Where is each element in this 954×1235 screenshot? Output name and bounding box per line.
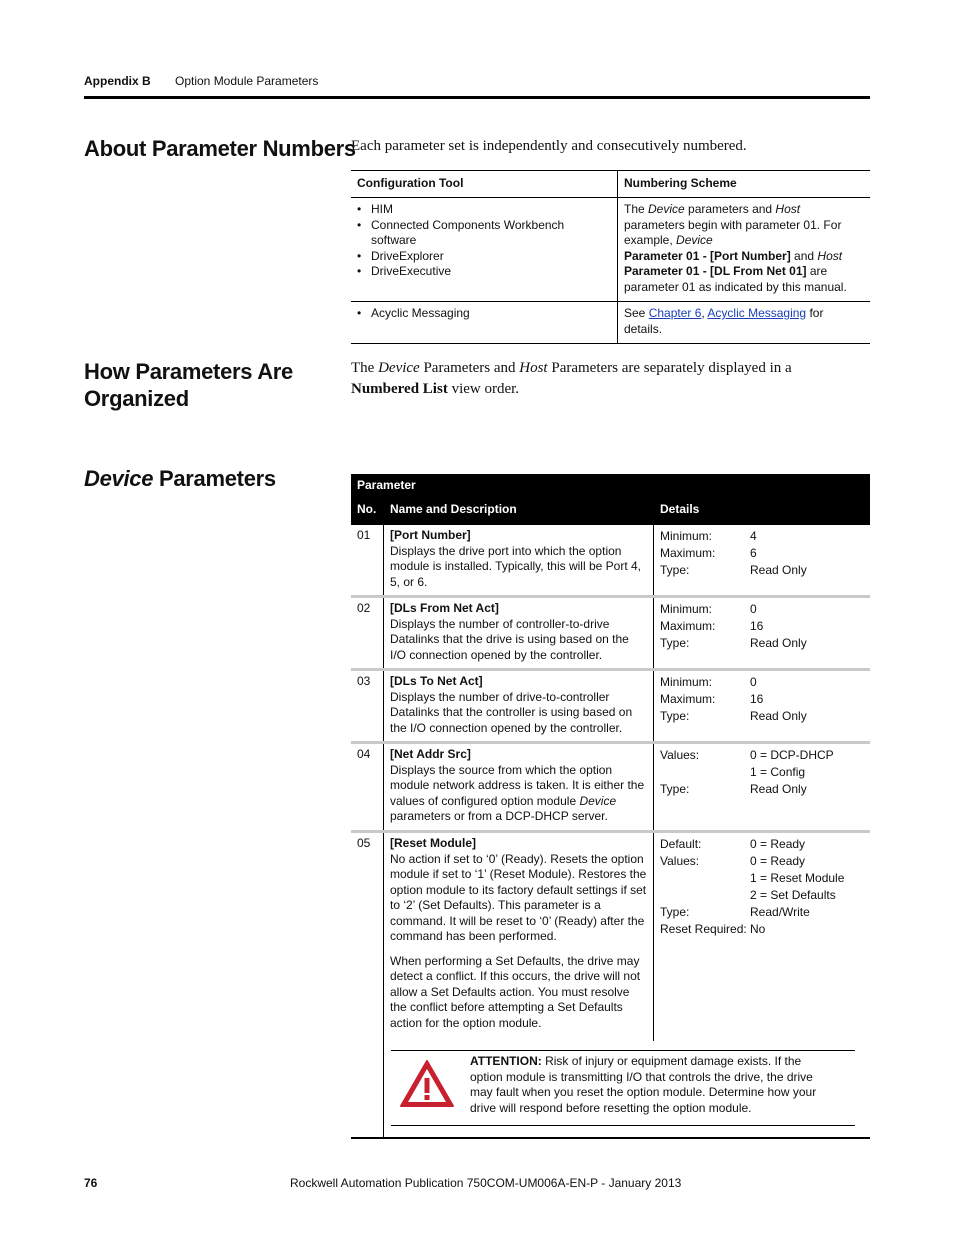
warning-triangle-icon bbox=[399, 1058, 455, 1108]
col-config-tool: Configuration Tool bbox=[351, 171, 618, 198]
acyclic-messaging-link[interactable]: Acyclic Messaging bbox=[707, 306, 807, 320]
col-numbering-scheme: Numbering Scheme bbox=[618, 171, 871, 198]
page-number: 76 bbox=[84, 1176, 98, 1190]
numbering-table bbox=[351, 170, 870, 344]
parameter-table-header: Parameter No. Name and Description Details bbox=[351, 474, 870, 525]
chapter-6-link[interactable]: Chapter 6 bbox=[648, 306, 702, 320]
table-row bbox=[351, 198, 870, 302]
attention-text: ATTENTION: Risk of injury or equipment damage exists. If the option module is transmitting I/O that controls the drive, the drive may fault when you reset the option module. Determine how your drive will respond before resetting the option module. bbox=[470, 1054, 817, 1115]
table-row: 02 [DLs From Net Act] Displays the number of controller-to-drive Datalinks that the drive is using based on the I/O connection opened by the controller. Minimum: 0 Maximum: 16 Type: Read Only bbox=[351, 598, 870, 671]
table-row: 01 [Port Number] Displays the drive port into which the option module is installed. Typically, this will be Port 4, 5, or 6. Minimum: 4 Maximum: 6 Type: Read Only bbox=[351, 525, 870, 598]
header-title: Option Module Parameters bbox=[175, 74, 319, 88]
about-intro: Each parameter set is independently and consecutively numbered. bbox=[351, 138, 747, 154]
list-item: • DriveExplorer bbox=[357, 249, 611, 265]
device-parameters-heading: Device Parameters bbox=[84, 466, 276, 491]
table-row: • Acyclic Messaging See Chapter 6, Acyclic Messaging for details. bbox=[351, 302, 870, 344]
organized-heading: How Parameters Are Organized bbox=[84, 359, 293, 411]
list-item: • Acyclic Messaging bbox=[357, 306, 611, 322]
table-row: 03 [DLs To Net Act] Displays the number of drive-to-controller Datalinks that the controller is using based on the I/O connection opened by the controller. Minimum: 0 Maximum: 16 Type: Read Only bbox=[351, 671, 870, 744]
parameter-table bbox=[351, 474, 870, 1139]
list-item: • Connected Components Workbench software bbox=[357, 218, 611, 249]
header-section: Appendix B bbox=[84, 74, 151, 88]
attention-notice bbox=[391, 1050, 855, 1126]
list-item: • HIM bbox=[357, 202, 611, 218]
about-heading: About Parameter Numbers bbox=[84, 136, 356, 161]
publication-info: Rockwell Automation Publication 750COM-UM006A-EN-P - January 2013 bbox=[290, 1176, 682, 1190]
table-row: 05 [Reset Module] No action if set to ‘0’ (Ready). Resets the option module if set to ‘1’ (Reset Module). Restores the option module to its factory default settings if set to ‘2’ (Set Defaults). This parameter is a command. It will be reset to ‘0’ (Ready) after the command has been performed. When performing a Set Defaults, the drive may detect a conflict. If this occurs, the drive will not allow a Set Defaults action. You must resolve the conflict before attempting a Set Defaults action for the option module. Default: 0 = Ready Values: 0 = Ready 1 = Reset Module 2 = Set Defaults Type: Read/Write Reset Required: No bbox=[351, 833, 870, 1139]
numbering-scheme-text: The Device parameters and Host parameters begin with parameter 01. For example, Device Parameter 01 - [Port Number] and Host Parameter 01 - [DL From Net 01] are parameter 01 as indicated by this manual. bbox=[618, 198, 871, 302]
header-rule bbox=[84, 96, 870, 99]
table-row: 04 [Net Addr Src] Displays the source from which the option module network address is taken. It is either the values of configured option module Device parameters or from a DCP-DHCP server. Values: 0 = DCP-DHCP 1 = Config Type: Read Only bbox=[351, 744, 870, 833]
list-item: • DriveExecutive bbox=[357, 264, 611, 280]
organized-text: The Device Parameters and Host Parameters are separately displayed in a Numbered List view order. bbox=[351, 360, 792, 397]
